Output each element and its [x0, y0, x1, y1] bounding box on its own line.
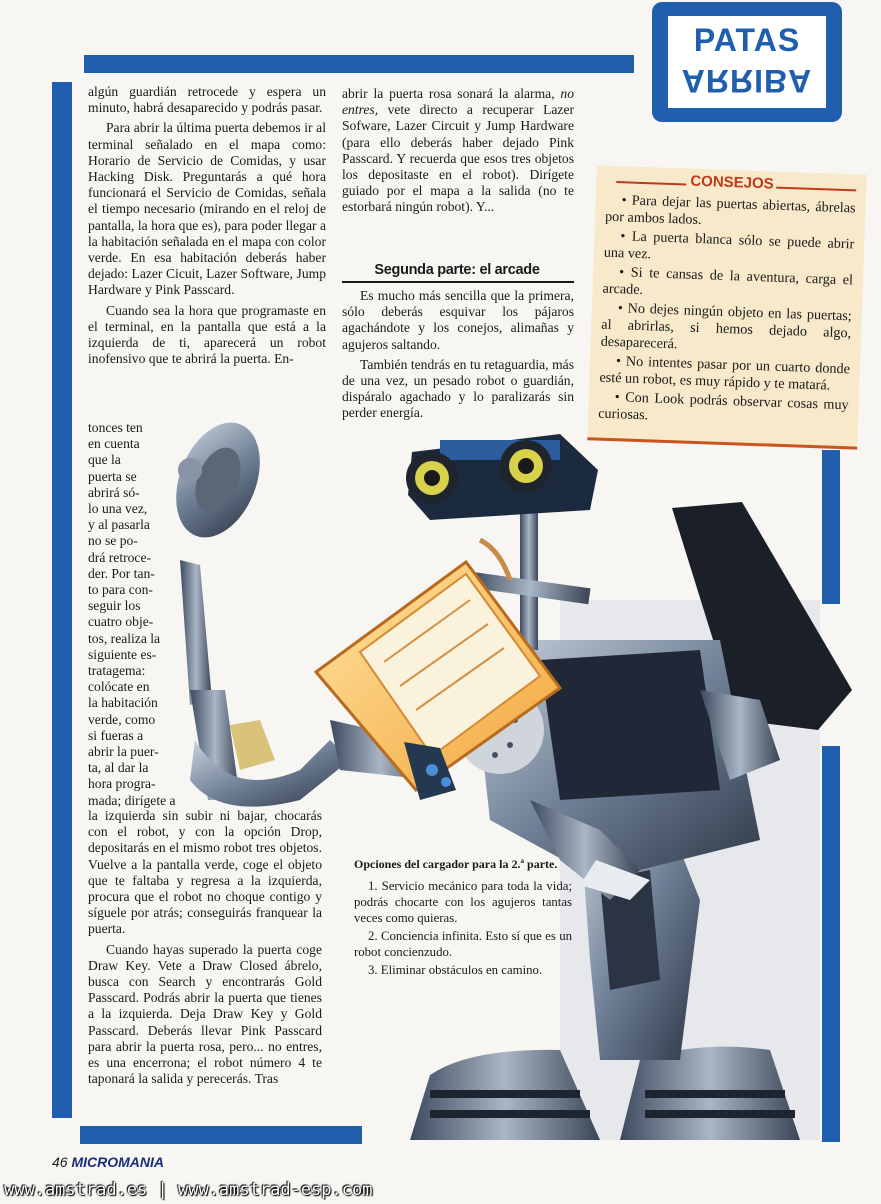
caption-item: 3. Eliminar obstáculos en camino.	[368, 963, 543, 977]
tips-box	[587, 165, 866, 449]
paragraph: algún guardián retrocede y espera un minuto, habrá desaparecido y podrás pasar.	[88, 84, 326, 116]
text-span: abrir la puerta rosa sonará la alarma,	[342, 86, 555, 101]
tips-rule-left	[616, 181, 686, 185]
caption-item: 2. Conciencia infinita. Esto sí que es un robot concienzudo.	[354, 929, 572, 959]
paragraph: Para abrir la última puerta debemos ir al terminal señalado en el mapa como: Horario de Servicio de Comidas, y usar Hacking Disk. Preguntarás a qué hora funcionará el Servicio de Comidas, señala el tiempo necesario (mirando en el reloj de pantalla, la hora que es), para poder llegar a la habitación señalada en el mapa con color verde. En esa habitación deberás haber dejado: Lazer Cicuit, Lazer Software, Jump Hardware y Pink Passcard.	[88, 120, 326, 298]
paragraph	[342, 86, 574, 216]
text-line: la habitación	[88, 695, 158, 711]
watermark-text: www.amstrad.es | www.amstrad-esp.com	[4, 1180, 373, 1200]
tip-item: • Si te cansas de la aventura, carga el arcade.	[602, 264, 854, 299]
section-heading: Segunda parte: el arcade	[374, 262, 540, 278]
emphasis-text: no entres,	[342, 86, 574, 118]
text-line: colócate en	[88, 679, 150, 695]
text-line: si fueras a	[88, 727, 144, 743]
tips-rule-right	[776, 187, 856, 192]
column-2-top	[342, 86, 574, 220]
caption-item: 1. Servicio mecánico para toda la vida; podrás chocarte con los agujeros tantas veces como quieras.	[354, 879, 572, 925]
tips-list	[598, 192, 856, 434]
logo-top-text: PATAS	[693, 22, 801, 58]
text-line: cuatro obje-	[88, 614, 154, 630]
text-line: y al pasarla	[88, 517, 150, 533]
text-span: vete directo a recuperar Lazer Sofware, Lazer Circuit y Jump Hardware (para ello deberás haber dejado Pink Passcard. Y recuerda que esos tres objetos los depositaste en el robot). Dirígete guiado por el mapa a la salida (no te estorbará ningún robot). Y...	[342, 102, 575, 215]
text-line: tos, realiza la	[88, 630, 161, 646]
section-logo-inner	[668, 16, 826, 108]
paragraph: la izquierda sin subir ni bajar, chocarás con el robot, y con la opción Drop, depositarás en el mismo robot tres objetos. Vuelve a la pantalla verde, coge el objeto que te faltaba y regresa a la izquierda, procura que el robot no choque contigo y síguele por atrás; conseguirás franquear la puerta.	[88, 808, 322, 937]
text-line: verde, como	[88, 711, 156, 727]
paragraph: También tendrás en tu retaguardia, más de una vez, un pesado robot o guardián, dispáralo agachado y lo paralizarás sin perder energía.	[342, 356, 574, 421]
text-line: seguir los	[88, 598, 141, 614]
magazine-name: MICROMANIA	[71, 1154, 165, 1170]
paragraph: Es mucho más sencilla que la primera, sólo deberás esquivar los pájaros agachándote y los conejos, alimañas y agujeros saltando.	[342, 288, 574, 352]
paragraph: Cuando sea la hora que programaste en el terminal, en la pantalla que está a la izquierda de ti, aparecerá un robot inofensivo que te abrirá la puerta. En-	[88, 302, 326, 367]
loader-options-caption	[354, 856, 572, 980]
paragraph: Cuando hayas superado la puerta coge Draw Key. Vete a Draw Closed ábrelo, busca con Search y encontrarás Gold Passcard. Podrás abrir la puerta que tienes a la izquierda. Deja Draw Key y Gold Passcard. Deberás llevar Pink Passcard para abrir la puerta rosa, pero... no entres, es una encerrona; el robot número 4 te taponará la salida y perecerás. Tras	[88, 941, 322, 1087]
tip-item: • La puerta blanca sólo se puede abrir una vez.	[603, 228, 855, 263]
column-2-bottom	[342, 288, 574, 426]
text-line: to para con-	[88, 582, 153, 598]
text-line: drá retroce-	[88, 549, 152, 565]
tip-item: • Para dejar las puertas abiertas, ábrelas por ambos lados.	[604, 192, 856, 229]
text-line: puerta se	[88, 468, 137, 484]
tip-item: • Con Look podrás observar cosas muy curiosas.	[597, 389, 849, 424]
text-line: der. Por tan-	[88, 565, 155, 581]
section-logo	[652, 2, 842, 122]
column-1-top	[88, 84, 326, 367]
text-line: abrir la puer-	[88, 744, 159, 760]
page-number: 46	[52, 1154, 68, 1170]
text-line: en cuenta	[88, 436, 140, 452]
text-line: abrirá só-	[88, 484, 140, 500]
tips-title: CONSEJOS	[690, 172, 774, 193]
tip-item: • No intentes pasar por un cuarto donde esté un robot, es muy rápido y te matará.	[599, 353, 851, 394]
column-1-narrow	[88, 420, 180, 809]
text-line: mada; dirígete a	[88, 792, 176, 808]
text-line: tratagema:	[88, 663, 146, 679]
page-footer	[52, 1154, 164, 1170]
text-line: tonces ten	[88, 420, 143, 435]
text-line: siguiente es-	[88, 646, 157, 662]
text-line: lo una vez,	[88, 501, 148, 517]
heading-rule	[342, 281, 574, 283]
text-line: ta, al dar la	[88, 760, 149, 776]
text-line: que la	[88, 452, 121, 468]
text-line: no se po-	[88, 533, 138, 549]
logo-bottom-text: ARRIBA	[681, 63, 813, 99]
caption-title: Opciones del cargador para la 2.ª parte.	[354, 857, 558, 871]
text-line: hora progra-	[88, 776, 156, 792]
column-1-bottom	[88, 808, 322, 1091]
tip-item: • No dejes ningún objeto en las puertas; al abrirlas, si hemos dejado algo, desaparecerá.	[600, 300, 853, 353]
